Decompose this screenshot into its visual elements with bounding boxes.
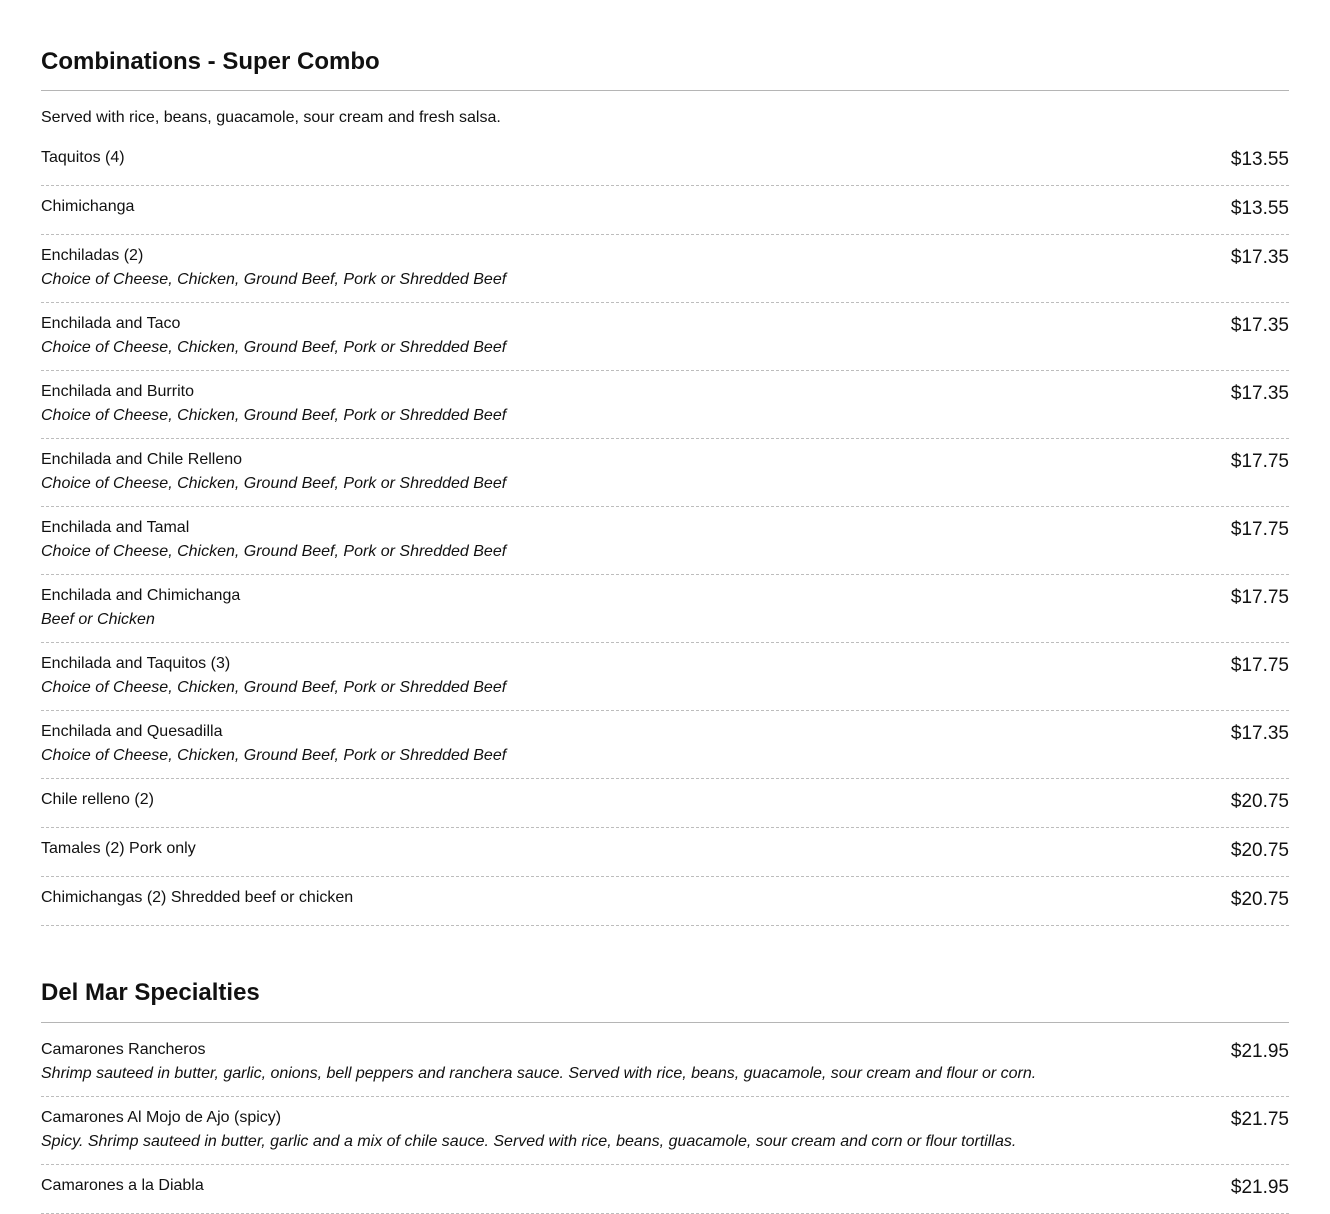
menu-item-description: Choice of Cheese, Chicken, Ground Beef, Pork or Shredded Beef <box>41 543 507 560</box>
menu-item-price: $13.55 <box>1230 198 1289 219</box>
menu-item[interactable] <box>41 186 1289 235</box>
menu-item-list <box>41 1029 1289 1214</box>
menu-item[interactable] <box>41 1097 1289 1165</box>
menu-item-price: $17.35 <box>1230 723 1289 744</box>
menu-item-description: Shrimp sauteed in butter, garlic, onions, bell peppers and ranchera sauce. Served with rice, beans, guacamole, sour cream and flour or corn. <box>41 1065 1037 1082</box>
menu-item[interactable] <box>41 643 1289 711</box>
menu-item-name: Enchilada and Taquitos (3) <box>41 655 231 672</box>
section-title: Combinations - Super Combo <box>41 48 380 75</box>
menu-item-price: $17.35 <box>1230 383 1289 404</box>
menu-item-price: $13.55 <box>1230 149 1289 170</box>
menu-item-price: $20.75 <box>1230 840 1289 861</box>
menu-item-price: $17.75 <box>1230 451 1289 472</box>
menu-item[interactable] <box>41 439 1289 507</box>
menu-item-name: Enchilada and Chimichanga <box>41 587 241 604</box>
menu-item-name: Chimichangas (2) Shredded beef or chicken <box>41 889 354 906</box>
menu-item-description: Choice of Cheese, Chicken, Ground Beef, Pork or Shredded Beef <box>41 747 507 764</box>
menu-item-price: $17.75 <box>1230 587 1289 608</box>
menu-item-name: Enchilada and Quesadilla <box>41 723 223 740</box>
menu-item-name: Camarones Rancheros <box>41 1041 206 1058</box>
menu-item[interactable] <box>41 877 1289 926</box>
menu-item[interactable] <box>41 1165 1289 1214</box>
menu-item-price: $21.95 <box>1230 1177 1289 1198</box>
menu-item[interactable] <box>41 711 1289 779</box>
menu-item-name: Taquitos (4) <box>41 149 125 166</box>
menu-item[interactable] <box>41 507 1289 575</box>
menu-item-name: Enchilada and Burrito <box>41 383 194 400</box>
menu-item[interactable] <box>41 828 1289 877</box>
menu-item-name: Enchilada and Chile Relleno <box>41 451 243 468</box>
section-description: Served with rice, beans, guacamole, sour cream and fresh salsa. <box>41 109 501 126</box>
menu-item[interactable] <box>41 779 1289 828</box>
menu-item-description: Beef or Chicken <box>41 611 155 628</box>
menu-item-price: $21.95 <box>1230 1041 1289 1062</box>
menu-item-name: Camarones Al Mojo de Ajo (spicy) <box>41 1109 282 1126</box>
menu-item-price: $21.75 <box>1230 1109 1289 1130</box>
menu-item[interactable] <box>41 303 1289 371</box>
menu-item-name: Tamales (2) Pork only <box>41 840 196 857</box>
menu-item-name: Enchilada and Taco <box>41 315 181 332</box>
menu-item-list <box>41 137 1289 926</box>
menu-item-description: Choice of Cheese, Chicken, Ground Beef, Pork or Shredded Beef <box>41 679 507 696</box>
menu-item-price: $17.35 <box>1230 315 1289 336</box>
menu-item-name: Camarones a la Diabla <box>41 1177 204 1194</box>
menu-item-description: Choice of Cheese, Chicken, Ground Beef, Pork or Shredded Beef <box>41 271 507 288</box>
section-divider <box>41 1022 1289 1023</box>
menu-item-price: $17.75 <box>1230 655 1289 676</box>
menu-item[interactable] <box>41 1029 1289 1097</box>
menu-item-price: $20.75 <box>1230 791 1289 812</box>
menu-item[interactable] <box>41 137 1289 186</box>
menu-item-price: $17.75 <box>1230 519 1289 540</box>
menu-item-name: Enchilada and Tamal <box>41 519 190 536</box>
section-divider <box>41 90 1289 91</box>
section-title: Del Mar Specialties <box>41 979 260 1006</box>
menu-item-name: Enchiladas (2) <box>41 247 144 264</box>
menu-item-description: Choice of Cheese, Chicken, Ground Beef, Pork or Shredded Beef <box>41 475 507 492</box>
menu-item-description: Spicy. Shrimp sauteed in butter, garlic and a mix of chile sauce. Served with rice, beans, guacamole, sour cream and corn or flour tortillas. <box>41 1133 1017 1150</box>
menu-item-description: Choice of Cheese, Chicken, Ground Beef, Pork or Shredded Beef <box>41 339 507 356</box>
menu-item-name: Chimichanga <box>41 198 135 215</box>
menu-item-price: $20.75 <box>1230 889 1289 910</box>
menu-item-price: $17.35 <box>1230 247 1289 268</box>
menu-item[interactable] <box>41 371 1289 439</box>
menu-item-description: Choice of Cheese, Chicken, Ground Beef, Pork or Shredded Beef <box>41 407 507 424</box>
menu-item-name: Chile relleno (2) <box>41 791 154 808</box>
menu-item[interactable] <box>41 235 1289 303</box>
menu-item[interactable] <box>41 575 1289 643</box>
